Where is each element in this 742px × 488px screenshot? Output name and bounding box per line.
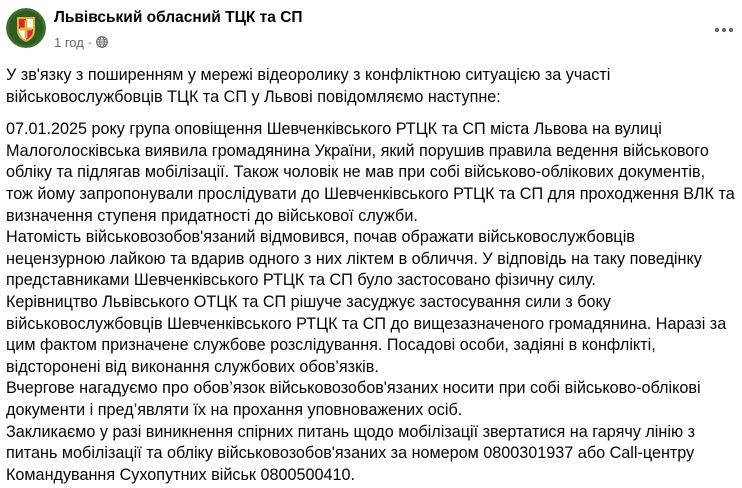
text-line: тож йому запропонували прослідувати до Шевченківського РТЦК та СП для проходження ВЛК та	[6, 184, 735, 203]
more-options-button[interactable]	[708, 14, 740, 46]
post-header	[0, 0, 742, 62]
text-line: Закликаємо у разі виникнення спірних питань щодо мобілізації звертатися на гарячу лінію з	[6, 422, 696, 441]
post-timestamp[interactable]: 1 год	[54, 34, 84, 50]
text-line: військовослужбовців Шевченківського РТЦК та СП до вищезазначеного громадянина. Наразі за	[6, 314, 727, 333]
text-line: питань мобілізації та обліку військовозобов'язаних за номером 0800301937 або Call-центру	[6, 444, 695, 463]
page-name-link[interactable]: Львівський обласний ТЦК та СП	[54, 9, 303, 26]
paragraph-gap	[6, 108, 738, 119]
post-text	[6, 65, 738, 486]
more-horizontal-icon	[714, 27, 734, 33]
text-line: Командування Сухопутних військ 0800500410.	[6, 465, 356, 484]
text-line: документи і пред’являти їх на прохання уповноважених осіб.	[6, 400, 463, 419]
text-line: Керівництво Львівського ОТЦК та СП рішуче засуджує застосування сили з боку	[6, 292, 611, 311]
globe-icon[interactable]	[96, 36, 108, 48]
coat-of-arms-icon	[6, 8, 46, 48]
text-line: Натомість військовозобов'язаний відмовився, почав ображати військовослужбовців	[6, 228, 635, 247]
text-line: Малоголосківська виявила громадянина України, який порушив правила ведення військового	[6, 141, 709, 160]
post-meta	[54, 33, 108, 51]
page-avatar[interactable]	[6, 8, 46, 48]
text-line: цим фактом призначене службове розслідування. Посадові особи, задіяні в конфлікті,	[6, 336, 656, 355]
text-line: нецензурною лайкою та вдарив одного з них ліктем в обличчя. У відповідь на таку поведінку	[6, 249, 702, 268]
text-line: Вчергове нагадуємо про обов’язок військовозобов'язаних носити при собі військово-облікові	[6, 379, 701, 398]
text-line: обліку та підлягав мобілізації. Також чоловік не мав при собі військово-облікових документів,	[6, 163, 706, 182]
text-line: представниками Шевченківського РТЦК та СП було застосовано фізичну силу.	[6, 271, 596, 290]
text-line: 07.01.2025 року група оповіщення Шевченківського РТЦК та СП міста Львова на вулиці	[6, 120, 662, 139]
text-line: У зв'язку з поширенням у мережі відеоролику з конфліктною ситуацією за участі	[6, 66, 611, 84]
text-line: військовослужбовців ТЦК та СП у Львові повідомляємо наступне:	[6, 87, 501, 106]
text-line: визначення ступеня придатності до військової служби.	[6, 206, 418, 225]
meta-separator: ·	[87, 34, 93, 50]
text-line: відсторонені від виконання службових обов’язків.	[6, 357, 379, 376]
